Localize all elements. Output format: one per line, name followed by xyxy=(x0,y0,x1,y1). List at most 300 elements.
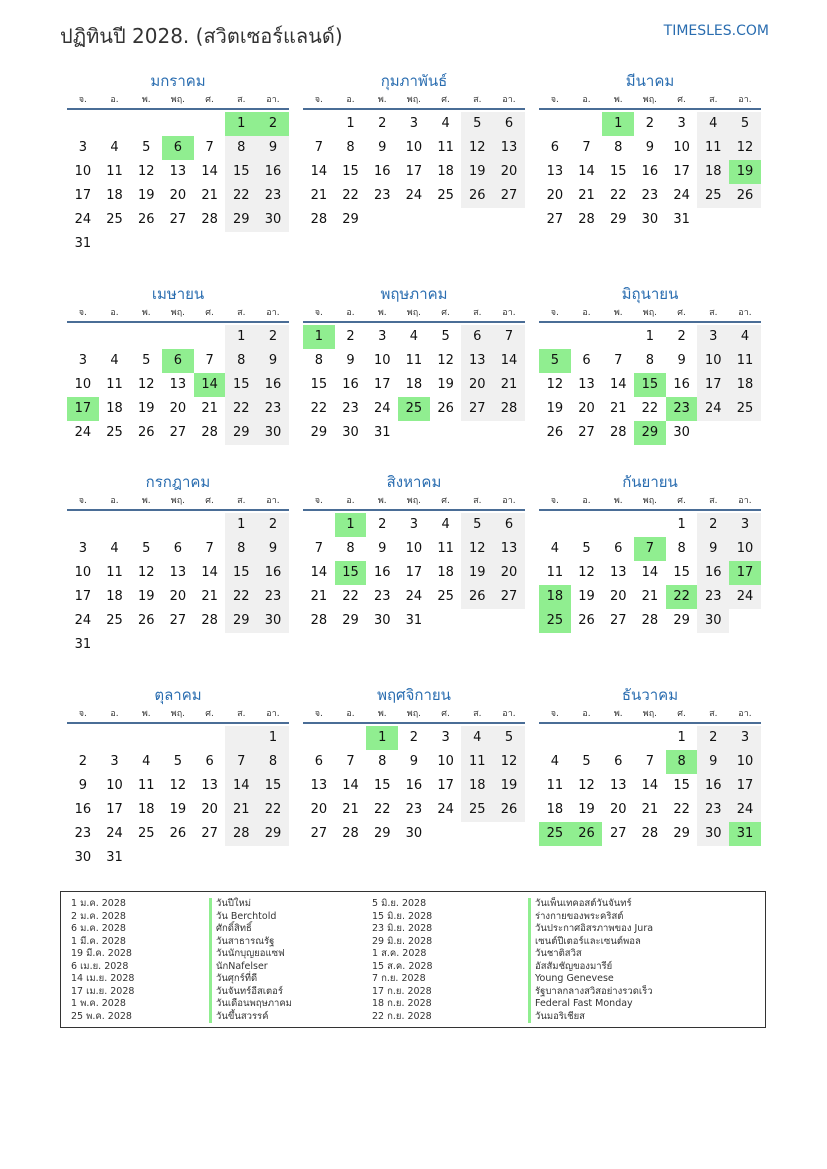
day-cell: 6 xyxy=(493,513,525,537)
day-cell: 20 xyxy=(201,802,218,817)
weekday-label: พ. xyxy=(377,496,387,506)
day-cell: 18 xyxy=(729,373,761,397)
day-cell: 2 xyxy=(257,325,289,349)
days-grid xyxy=(539,325,761,445)
day-cell: 8 xyxy=(677,541,686,556)
month-name: เมษายน xyxy=(151,285,205,303)
day-cell: 20 xyxy=(310,802,328,817)
day-cell: 2 xyxy=(697,513,729,537)
empty-cell xyxy=(602,726,634,750)
day-cell: 1 xyxy=(677,517,686,532)
day-cell: 12 xyxy=(461,136,493,160)
month-calendar xyxy=(67,684,289,870)
empty-cell xyxy=(303,513,335,537)
day-cell: 13 xyxy=(493,537,525,561)
day-cell: 21 xyxy=(578,188,595,203)
day-cell: 20 xyxy=(461,373,493,397)
day-cell: 27 xyxy=(609,613,627,628)
weekday-label: ศ. xyxy=(205,95,214,105)
day-cell: 25 xyxy=(106,212,123,227)
days-grid xyxy=(67,325,289,445)
day-cell: 25 xyxy=(106,613,123,628)
day-cell: 28 xyxy=(342,826,359,841)
day-cell: 23 xyxy=(697,585,729,609)
day-cell: 9 xyxy=(257,537,289,561)
holiday-list xyxy=(60,891,766,1028)
day-cell: 3 xyxy=(729,513,761,537)
day-cell: 14 xyxy=(342,778,359,793)
weekday-label: จ. xyxy=(550,709,559,719)
day-cell: 24 xyxy=(437,802,454,817)
day-cell: 20 xyxy=(546,188,564,203)
day-cell: 22 xyxy=(673,802,690,817)
day-cell: 8 xyxy=(346,140,355,155)
month-calendar xyxy=(539,684,761,846)
holiday-date: 17 ก.ย. 2028 xyxy=(372,985,432,997)
days-grid xyxy=(539,726,761,846)
day-cell: 5 xyxy=(142,353,151,368)
day-cell: 9 xyxy=(645,140,655,155)
empty-cell xyxy=(634,513,666,537)
day-cell: 20 xyxy=(609,802,627,817)
weekday-header xyxy=(303,305,525,323)
day-cell: 18 xyxy=(546,802,564,817)
holiday-date: 6 เม.ย. 2028 xyxy=(71,960,129,972)
page-title: ปฏิทินปี 2028. (สวิตเซอร์แลนด์) xyxy=(60,24,343,48)
day-cell: 1 xyxy=(645,329,655,344)
holiday-name: วันจันทร์อีสเตอร์ xyxy=(209,986,292,999)
day-cell: 28 xyxy=(641,613,659,628)
day-cell: 27 xyxy=(169,425,187,440)
holiday-name: อัสสัมชัญของมารีย์ xyxy=(528,961,653,974)
weekday-label: ส. xyxy=(473,95,482,105)
day-cell: 8 xyxy=(314,353,323,368)
month-calendar xyxy=(303,283,525,445)
day-cell: 17 xyxy=(74,188,92,203)
day-cell: 17 xyxy=(67,397,99,421)
holiday-name: รัฐบาลกลางสวิสอย่างรวดเร็ว xyxy=(528,986,653,999)
day-cell: 15 xyxy=(310,377,328,392)
day-cell: 26 xyxy=(137,613,155,628)
empty-cell xyxy=(602,513,634,537)
day-cell: 28 xyxy=(578,212,595,227)
day-cell: 3 xyxy=(409,517,419,532)
holiday-name: วันขึ้นสวรรค์ xyxy=(209,1011,292,1024)
day-cell: 28 xyxy=(225,822,257,846)
day-cell: 1 xyxy=(346,116,355,131)
day-cell: 23 xyxy=(257,585,289,609)
month-name: มิถุนายน xyxy=(621,285,679,303)
day-cell: 28 xyxy=(609,425,627,440)
day-cell: 31 xyxy=(74,236,92,251)
day-cell: 7 xyxy=(205,353,214,368)
day-cell: 8 xyxy=(645,353,655,368)
month-name: พฤศจิกายน xyxy=(377,686,451,704)
day-cell: 1 xyxy=(335,513,367,537)
day-cell: 30 xyxy=(673,425,690,440)
day-cell: 14 xyxy=(641,565,659,580)
day-cell: 17 xyxy=(405,164,423,179)
day-cell: 27 xyxy=(609,826,627,841)
day-cell: 7 xyxy=(346,754,355,769)
holiday-date: 15 มิ.ย. 2028 xyxy=(372,910,433,922)
holiday-name: วันประกาศอิสรภาพของ Jura xyxy=(528,923,653,936)
day-cell: 10 xyxy=(106,778,123,793)
day-cell: 26 xyxy=(169,826,187,841)
holiday-date: 1 มี.ค. 2028 xyxy=(71,935,126,947)
day-cell: 27 xyxy=(169,613,187,628)
day-cell: 25 xyxy=(137,826,155,841)
day-cell: 14 xyxy=(493,349,525,373)
day-cell: 16 xyxy=(373,565,391,580)
empty-cell xyxy=(539,726,571,750)
day-cell: 24 xyxy=(74,212,92,227)
day-cell: 15 xyxy=(225,373,257,397)
weekday-label: อ. xyxy=(582,308,591,318)
day-cell: 13 xyxy=(609,778,627,793)
day-cell: 4 xyxy=(697,112,729,136)
empty-cell xyxy=(539,325,571,349)
day-cell: 7 xyxy=(225,750,257,774)
day-cell: 14 xyxy=(225,774,257,798)
empty-cell xyxy=(99,112,131,136)
holiday-date: 5 มิ.ย. 2028 xyxy=(372,898,427,909)
day-cell: 26 xyxy=(493,798,525,822)
weekday-label: ศ. xyxy=(677,308,686,318)
day-cell: 10 xyxy=(74,164,92,179)
holiday-dates-right xyxy=(372,898,433,1023)
day-cell: 22 xyxy=(342,589,359,604)
day-cell: 8 xyxy=(614,140,623,155)
day-cell: 11 xyxy=(437,140,454,155)
day-cell: 18 xyxy=(106,188,123,203)
day-cell: 16 xyxy=(673,377,690,392)
day-cell: 18 xyxy=(697,160,729,184)
day-cell: 23 xyxy=(641,188,659,203)
brand-link[interactable]: TIMESLES.COM xyxy=(663,23,769,39)
day-cell: 29 xyxy=(257,822,289,846)
empty-cell xyxy=(303,112,335,136)
day-cell: 19 xyxy=(169,802,187,817)
weekday-label: พ. xyxy=(613,308,623,318)
weekday-label: พฤ. xyxy=(170,709,186,719)
day-cell: 13 xyxy=(310,778,328,793)
day-cell: 4 xyxy=(110,140,119,155)
day-cell: 29 xyxy=(609,212,627,227)
weekday-header xyxy=(67,493,289,511)
day-cell: 31 xyxy=(74,637,92,652)
day-cell: 8 xyxy=(225,349,257,373)
day-cell: 6 xyxy=(461,325,493,349)
day-cell: 11 xyxy=(106,565,123,580)
day-cell: 13 xyxy=(578,377,595,392)
day-cell: 3 xyxy=(409,116,419,131)
day-cell: 13 xyxy=(201,778,218,793)
day-cell: 21 xyxy=(201,188,218,203)
weekday-label: อา. xyxy=(738,709,752,719)
weekday-label: อ. xyxy=(346,709,355,719)
day-cell: 16 xyxy=(342,377,359,392)
day-cell: 9 xyxy=(378,140,387,155)
day-cell: 19 xyxy=(137,401,155,416)
day-cell: 15 xyxy=(225,561,257,585)
day-cell: 6 xyxy=(173,541,183,556)
days-grid xyxy=(303,513,525,633)
day-cell: 21 xyxy=(225,798,257,822)
month-name: มีนาคม xyxy=(625,72,675,90)
day-cell: 18 xyxy=(137,802,155,817)
holiday-name: วันชาติสวิส xyxy=(528,948,653,961)
day-cell: 4 xyxy=(110,353,119,368)
month-calendar xyxy=(539,283,761,445)
holiday-date: 1 ส.ค. 2028 xyxy=(372,948,427,959)
weekday-header xyxy=(303,493,525,511)
day-cell: 16 xyxy=(697,774,729,798)
weekday-label: ศ. xyxy=(205,496,214,506)
holiday-date: 22 ก.ย. 2028 xyxy=(372,1010,432,1022)
day-cell: 28 xyxy=(310,212,328,227)
empty-cell xyxy=(162,513,194,537)
weekday-label: อ. xyxy=(346,308,355,318)
day-cell: 17 xyxy=(437,778,454,793)
day-cell: 16 xyxy=(641,164,659,179)
day-cell: 19 xyxy=(437,377,454,392)
day-cell: 18 xyxy=(106,589,123,604)
empty-cell xyxy=(162,325,194,349)
day-cell: 22 xyxy=(641,401,659,416)
days-grid xyxy=(303,325,525,445)
weekday-label: ส. xyxy=(709,496,718,506)
day-cell: 21 xyxy=(641,589,659,604)
day-cell: 22 xyxy=(373,802,391,817)
day-cell: 16 xyxy=(405,778,423,793)
weekday-label: พฤ. xyxy=(406,308,422,318)
day-cell: 30 xyxy=(373,613,391,628)
day-cell: 22 xyxy=(225,397,257,421)
month-calendar xyxy=(67,283,289,445)
weekday-label: อ. xyxy=(346,95,355,105)
day-cell: 21 xyxy=(342,802,359,817)
day-cell: 3 xyxy=(729,726,761,750)
weekday-label: จ. xyxy=(78,308,87,318)
day-cell: 12 xyxy=(578,778,595,793)
weekday-label: ศ. xyxy=(677,496,686,506)
holiday-name: วันปีใหม่ xyxy=(209,898,292,911)
day-cell: 29 xyxy=(225,609,257,633)
weekday-label: พฤ. xyxy=(170,496,186,506)
day-cell: 12 xyxy=(729,136,761,160)
day-cell: 15 xyxy=(673,565,690,580)
empty-cell xyxy=(335,726,367,750)
day-cell: 15 xyxy=(342,164,359,179)
day-cell: 21 xyxy=(493,373,525,397)
day-cell: 3 xyxy=(697,325,729,349)
weekday-label: พฤ. xyxy=(170,95,186,105)
day-cell: 15 xyxy=(225,160,257,184)
day-cell: 27 xyxy=(493,585,525,609)
weekday-label: ส. xyxy=(473,709,482,719)
day-cell: 14 xyxy=(194,373,226,397)
day-cell: 19 xyxy=(729,160,761,184)
day-cell: 3 xyxy=(378,329,387,344)
day-cell: 24 xyxy=(405,589,423,604)
holiday-date: 23 มิ.ย. 2028 xyxy=(372,923,433,934)
day-cell: 6 xyxy=(493,112,525,136)
weekday-label: จ. xyxy=(314,496,323,506)
day-cell: 2 xyxy=(346,329,355,344)
day-cell: 29 xyxy=(634,421,666,445)
day-cell: 28 xyxy=(201,425,218,440)
weekday-label: พ. xyxy=(141,496,151,506)
empty-cell xyxy=(99,513,131,537)
weekday-label: ส. xyxy=(237,709,246,719)
weekday-label: ศ. xyxy=(205,709,214,719)
weekday-label: อา. xyxy=(738,496,752,506)
day-cell: 4 xyxy=(550,541,559,556)
day-cell: 14 xyxy=(310,164,328,179)
day-cell: 10 xyxy=(697,349,729,373)
weekday-label: อา. xyxy=(266,709,280,719)
day-cell: 20 xyxy=(493,160,525,184)
day-cell: 6 xyxy=(162,136,194,160)
empty-cell xyxy=(162,726,194,750)
empty-cell xyxy=(162,112,194,136)
day-cell: 5 xyxy=(582,754,591,769)
weekday-label: ส. xyxy=(237,308,246,318)
weekday-label: อา. xyxy=(738,308,752,318)
day-cell: 7 xyxy=(205,140,214,155)
day-cell: 1 xyxy=(602,112,634,136)
holiday-name: เซนต์ปีเตอร์และเซนต์พอล xyxy=(528,936,653,949)
weekday-header xyxy=(303,92,525,110)
weekday-label: พฤ. xyxy=(406,95,422,105)
holiday-date: 14 เม.ย. 2028 xyxy=(71,973,135,984)
day-cell: 8 xyxy=(666,750,698,774)
days-grid xyxy=(67,513,289,657)
day-cell: 13 xyxy=(493,136,525,160)
day-cell: 19 xyxy=(461,561,493,585)
day-cell: 4 xyxy=(110,541,119,556)
day-cell: 19 xyxy=(578,589,595,604)
holiday-name: ศักดิ์สิทธิ์ xyxy=(209,923,292,936)
day-cell: 2 xyxy=(257,112,289,136)
weekday-header xyxy=(539,493,761,511)
empty-cell xyxy=(539,513,571,537)
day-cell: 26 xyxy=(546,425,564,440)
weekday-label: ศ. xyxy=(677,709,686,719)
weekday-label: ศ. xyxy=(205,308,214,318)
day-cell: 28 xyxy=(641,826,659,841)
day-cell: 12 xyxy=(137,565,155,580)
empty-cell xyxy=(130,513,162,537)
weekday-label: พ. xyxy=(613,496,623,506)
day-cell: 2 xyxy=(697,726,729,750)
weekday-label: พฤ. xyxy=(170,308,186,318)
day-cell: 4 xyxy=(142,754,151,769)
day-cell: 26 xyxy=(137,212,155,227)
holiday-name: วันมอริเชียส xyxy=(528,1011,653,1024)
day-cell: 6 xyxy=(314,754,323,769)
day-cell: 29 xyxy=(373,826,391,841)
day-cell: 18 xyxy=(106,401,123,416)
day-cell: 18 xyxy=(461,774,493,798)
day-cell: 10 xyxy=(405,541,423,556)
day-cell: 2 xyxy=(645,116,655,131)
weekday-label: พ. xyxy=(377,95,387,105)
holiday-name: Young Genevese xyxy=(528,973,653,986)
days-grid xyxy=(67,112,289,256)
day-cell: 18 xyxy=(437,565,454,580)
day-cell: 19 xyxy=(137,589,155,604)
weekday-label: อ. xyxy=(346,496,355,506)
day-cell: 5 xyxy=(582,541,591,556)
day-cell: 31 xyxy=(405,613,423,628)
day-cell: 20 xyxy=(169,188,187,203)
day-cell: 14 xyxy=(641,778,659,793)
day-cell: 14 xyxy=(201,164,218,179)
day-cell: 31 xyxy=(373,425,391,440)
day-cell: 10 xyxy=(729,537,761,561)
holiday-date: 7 ก.ย. 2028 xyxy=(372,973,426,984)
day-cell: 30 xyxy=(405,826,423,841)
day-cell: 13 xyxy=(609,565,627,580)
day-cell: 30 xyxy=(342,425,359,440)
holiday-name: วันเพ็นเทคอสต์วันจันทร์ xyxy=(528,898,653,911)
day-cell: 31 xyxy=(106,850,123,865)
day-cell: 7 xyxy=(314,541,323,556)
weekday-label: อา. xyxy=(502,496,516,506)
day-cell: 11 xyxy=(546,565,564,580)
day-cell: 1 xyxy=(366,726,398,750)
weekday-label: ส. xyxy=(237,496,246,506)
day-cell: 20 xyxy=(493,561,525,585)
month-name: กันยายน xyxy=(622,473,678,491)
day-cell: 8 xyxy=(378,754,387,769)
month-name: ธันวาคม xyxy=(621,686,679,704)
day-cell: 14 xyxy=(201,565,218,580)
empty-cell xyxy=(539,112,571,136)
day-cell: 21 xyxy=(609,401,627,416)
holiday-date: 1 พ.ค. 2028 xyxy=(71,998,126,1009)
month-calendar xyxy=(539,471,761,633)
day-cell: 23 xyxy=(405,802,423,817)
day-cell: 17 xyxy=(405,565,423,580)
day-cell: 3 xyxy=(78,541,87,556)
day-cell: 5 xyxy=(461,112,493,136)
day-cell: 12 xyxy=(546,377,564,392)
weekday-label: ศ. xyxy=(441,95,450,105)
day-cell: 4 xyxy=(441,517,450,532)
day-cell: 2 xyxy=(409,730,419,745)
day-cell: 19 xyxy=(493,774,525,798)
holiday-date: 1 ม.ค. 2028 xyxy=(71,898,126,909)
day-cell: 27 xyxy=(461,397,493,421)
day-cell: 25 xyxy=(539,609,571,633)
weekday-header xyxy=(67,706,289,724)
day-cell: 21 xyxy=(641,802,659,817)
day-cell: 30 xyxy=(697,609,729,633)
day-cell: 21 xyxy=(310,589,328,604)
weekday-label: อ. xyxy=(582,496,591,506)
day-cell: 4 xyxy=(409,329,419,344)
day-cell: 23 xyxy=(666,397,698,421)
day-cell: 27 xyxy=(493,184,525,208)
empty-cell xyxy=(67,325,99,349)
weekday-label: ส. xyxy=(709,95,718,105)
holiday-date: 18 ก.ย. 2028 xyxy=(372,998,432,1009)
day-cell: 16 xyxy=(74,802,92,817)
empty-cell xyxy=(602,325,634,349)
